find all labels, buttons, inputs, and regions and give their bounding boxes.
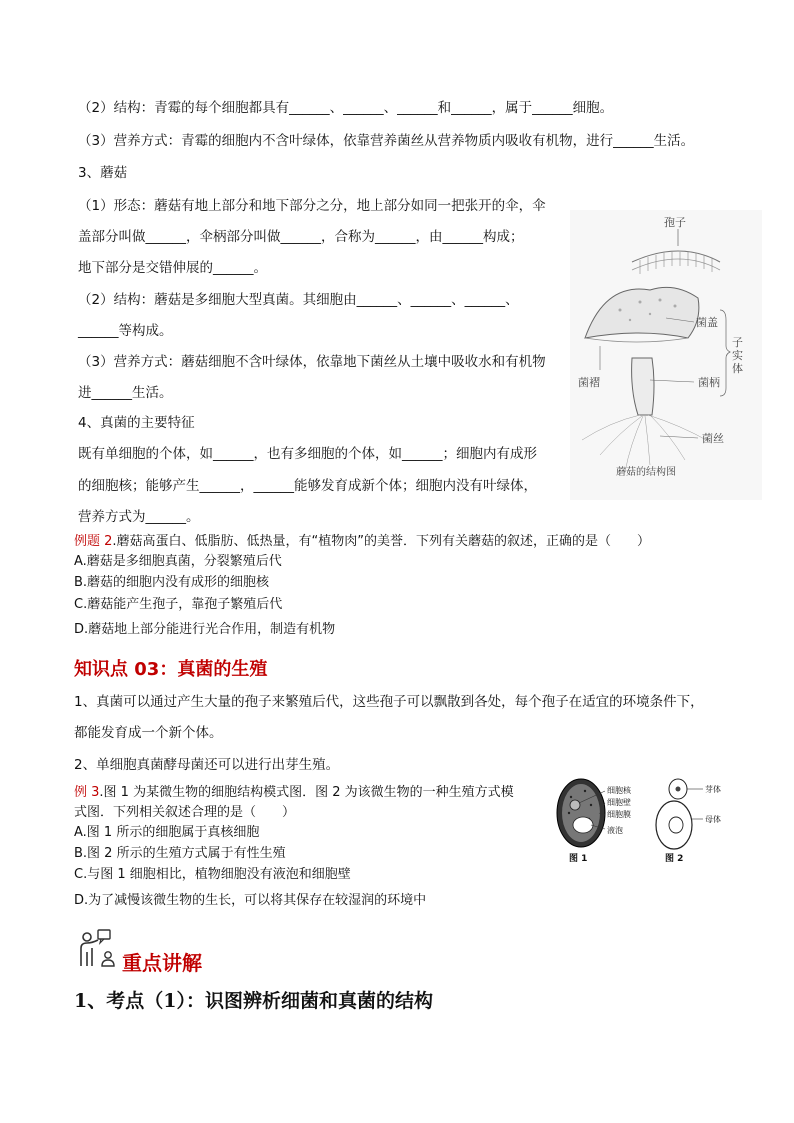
stalk-label: 菌柄 (698, 376, 720, 389)
example3-option-a[interactable]: A.图 1 所示的细胞属于真核细胞 (74, 825, 260, 840)
example2-option-d[interactable]: D.蘑菇地上部分能进行光合作用，制造有机物 (74, 622, 336, 637)
mushroom-title: 3、蘑菇 (78, 165, 128, 181)
reproduction-line1: 1、真菌可以通过产生大量的孢子来繁殖后代，这些孢子可以飘散到各处，每个孢子在适宜的环境条件下， (74, 694, 704, 710)
hyphae-label: 菌丝 (702, 432, 724, 445)
knowledge-point-heading: 知识点 03：真菌的生殖 (74, 659, 268, 680)
mushroom-form-line3: 地下部分是交错伸展的______。 (78, 260, 267, 276)
example3-option-d[interactable]: D.为了减慢该微生物的生长，可以将其保存在较湿润的环境中 (74, 893, 427, 908)
mushroom-nutrition-line1: （3）营养方式：蘑菇细胞不含叶绿体，依靠地下菌丝从土壤中吸收水和有机物 (78, 354, 546, 370)
example3-option-b[interactable]: B.图 2 所示的生殖方式属于有性生殖 (74, 846, 286, 861)
example2-question: .蘑菇高蛋白、低脂肪、低热量，有“植物肉”的美誉．下列有关蘑菇的叙述，正确的是（ ） (112, 534, 651, 549)
gill-label: 菌褶 (578, 376, 600, 389)
spore-label: 孢子 (664, 216, 686, 229)
yeast-diagram (555, 775, 735, 865)
bud-label: 芽体 (705, 785, 721, 794)
example2-option-b[interactable]: B.蘑菇的细胞内没有成形的细胞核 (74, 575, 270, 590)
mushroom-caption: 蘑菇的结构图 (616, 467, 676, 478)
example3-question: .图 1 为某微生物的细胞结构模式图．图 2 为该微生物的一种生殖方式模 (99, 785, 514, 800)
fungi-features-line2: 的细胞核；能够产生______，______能够发育成新个体；细胞内没有叶绿体， (78, 478, 537, 494)
structure-paragraph: （2）结构：青霉的每个细胞都具有______、______、______和______，属于______细胞。 (78, 100, 614, 116)
example3-label: 例 3 (74, 785, 100, 800)
mushroom-structure-line1: （2）结构：蘑菇是多细胞大型真菌。其细胞由______、______、______、 (78, 292, 519, 308)
example3-stem-line2: 式图．下列相关叙述合理的是（ ） (74, 805, 296, 820)
fungi-features-title: 4、真菌的主要特征 (78, 415, 195, 431)
example2-option-c[interactable]: C.蘑菇能产生孢子，靠孢子繁殖后代 (74, 597, 283, 612)
mother-cell-label: 母体 (705, 815, 721, 824)
example3-option-c[interactable]: C.与图 1 细胞相比，植物细胞没有液泡和细胞壁 (74, 867, 351, 882)
key-points-heading: 重点讲解 (122, 951, 202, 975)
teacher-icon (76, 928, 116, 968)
fungi-features-line1: 既有单细胞的个体，如______，也有多细胞的个体，如______；细胞内有成形 (78, 446, 537, 462)
mushroom-form-line2: 盖部分叫做______，伞柄部分叫做______，合称为______，由______构成； (78, 229, 524, 245)
nutrition-paragraph: （3）营养方式：青霉的细胞内不含叶绿体，依靠营养菌丝从营养物质内吸收有机物，进行______生活。 (78, 133, 695, 149)
example2-stem (74, 533, 650, 551)
figure2-label: 图 2 (665, 854, 684, 864)
mushroom-form-line1: （1）形态：蘑菇有地上部分和地下部分之分，地上部分如同一把张开的伞，伞 (78, 198, 546, 214)
mushroom-diagram (570, 210, 762, 500)
example2-option-a[interactable]: A.蘑菇是多细胞真菌，分裂繁殖后代 (74, 554, 282, 569)
mushroom-nutrition-line2: 进______生活。 (78, 385, 173, 401)
nucleus-label: 细胞核 (607, 786, 631, 795)
exam-point-heading: 1、考点（1）：识图辨析细菌和真菌的结构 (74, 990, 433, 1012)
budding-line: 2、单细胞真菌酵母菌还可以进行出芽生殖。 (74, 757, 340, 773)
fruiting-body-label: 子实体 (732, 336, 743, 375)
fungi-features-line3: 营养方式为______。 (78, 509, 200, 525)
reproduction-line2: 都能发育成一个新个体。 (74, 725, 223, 741)
vacuole-label: 液泡 (607, 826, 623, 835)
figure1-label: 图 1 (569, 854, 588, 864)
mushroom-structure-line2: ______等构成。 (78, 323, 173, 339)
example2-label: 例题 2 (74, 534, 113, 549)
cap-label: 菌盖 (696, 316, 718, 329)
cell-membrane-label: 细胞膜 (607, 810, 631, 819)
example3-stem-line1 (74, 784, 514, 802)
cell-wall-label: 细胞壁 (607, 798, 631, 807)
